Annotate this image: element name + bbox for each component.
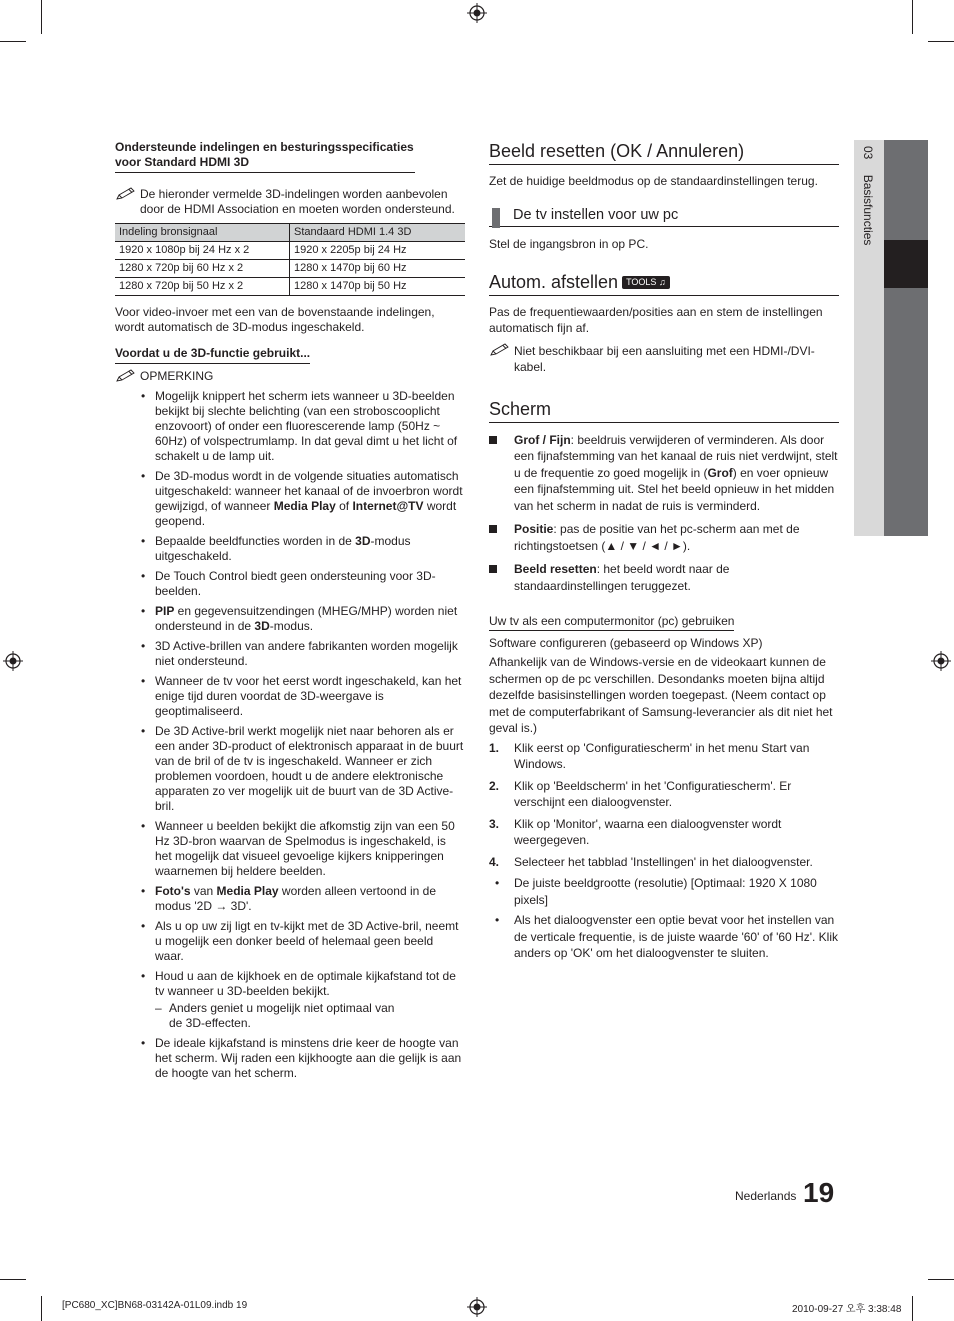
note-pencil-icon xyxy=(115,187,137,201)
monitor-text: Afhankelijk van de Windows-versie en de videokaart kunnen de schermen op de pc verschillen. Desondanks moeten bijna altijd dezelfde basisinstellingen worden toegepast. (Neem contact op met de computerfabrikant of Samsung-leverancier als dit niet het geval is.) xyxy=(489,655,833,735)
table-header-cell: Standaard HDMI 1.4 3D xyxy=(290,224,466,242)
list-item xyxy=(489,432,839,515)
table-header-row xyxy=(115,224,465,242)
step-number: 1. xyxy=(489,740,500,755)
tools-badge xyxy=(622,276,670,289)
note-pencil-icon xyxy=(115,369,137,383)
table-cell: 1920 x 2205p bij 24 Hz xyxy=(290,242,466,260)
list-item-text: -modus. xyxy=(269,619,314,633)
list-item: • Wanneer u beelden bekijkt die afkomstig zijn van een 50 Hz 3D-bron waarvan de Spelmodus is ingeschakeld, is het mogelijk dat visueel gevoelige kijkers knipperingen waarnemen bij heldere beelden. xyxy=(155,819,465,879)
list-item-bold: 3D xyxy=(254,619,270,633)
list-item-text: of xyxy=(335,499,353,513)
settings-list xyxy=(489,875,839,962)
monitor-heading: Uw tv als een computermonitor (pc) gebruiken xyxy=(489,613,734,631)
list-item-bold: Grof / Fijn xyxy=(514,432,571,447)
registration-mark-icon xyxy=(467,3,487,23)
table-row xyxy=(115,260,465,278)
list-item-bold: Grof xyxy=(707,465,733,480)
chapter-tab-block xyxy=(884,140,928,240)
spec-table xyxy=(115,223,465,296)
auto-note-text: Niet beschikbaar bij een aansluiting met een HDMI-/DVI-kabel. xyxy=(514,343,815,374)
page-number: 19 xyxy=(803,1177,835,1208)
list-item: • De ideale kijkafstand is minstens drie keer de hoogte van het scherm. Wij raden een kijkhoogte aan die gelijk is aan de hoogte van het scherm. xyxy=(155,1036,465,1081)
list-item-bold: PIP xyxy=(155,604,175,618)
tools-icon: ♫ xyxy=(658,277,666,288)
chapter-title: Basisfuncties xyxy=(861,174,875,246)
list-item-bold: Internet@TV xyxy=(352,499,424,513)
list-item-text: : pas de positie van het pc-scherm aan met de richtingstoetsen (▲ / ▼ / ◄ / ►). xyxy=(514,522,800,553)
crop-mark xyxy=(0,1279,26,1280)
list-item-text: ) en voer opnieuw een fijnafstemming uit. Stel het beeld opnieuw in het midden van het scherm in nadat de ruis is verminderd. xyxy=(514,465,835,513)
list-item xyxy=(155,969,465,1031)
list-item-text: wordt geopend. xyxy=(155,499,457,528)
list-item xyxy=(155,534,465,564)
note-list xyxy=(115,389,465,1081)
section-title-auto xyxy=(489,271,839,296)
crop-mark xyxy=(0,41,26,42)
list-item-text: Houd u aan de kijkhoek en de optimale kijkafstand tot de tv wanneer u 3D-beelden bekijkt. xyxy=(155,969,456,998)
list-item xyxy=(489,854,839,871)
auto-text: Pas de frequentiewaarden/posities aan en stem de instellingen automatisch fijn af. xyxy=(489,304,823,335)
footer-language: Nederlands xyxy=(735,1189,797,1203)
before-use-heading: Voordat u de 3D-functie gebruikt... xyxy=(115,346,310,364)
registration-mark-icon xyxy=(3,651,23,671)
list-item xyxy=(155,469,465,529)
step-number: 2. xyxy=(489,778,500,793)
section-title-pc xyxy=(489,207,839,228)
list-item xyxy=(155,884,465,914)
sub-list-item: – Anders geniet u mogelijk niet optimaal van de 3D-effecten. xyxy=(155,1001,465,1031)
monitor-subheading: Software configureren (gebaseerd op Windows XP) xyxy=(489,635,763,650)
list-item-text: Bepaalde beeldfuncties worden in de xyxy=(155,534,356,548)
crop-mark xyxy=(928,41,954,42)
table-cell: 1280 x 1470p bij 60 Hz xyxy=(290,260,466,278)
spec-note-text: De hieronder vermelde 3D-indelingen worden aanbevolen door de HDMI Association en moeten worden ondersteund. xyxy=(140,187,455,216)
list-item-text: : het beeld wordt naar de standaardinstellingen teruggezet. xyxy=(514,562,730,593)
registration-mark-icon xyxy=(931,651,951,671)
crop-mark xyxy=(912,1296,913,1321)
table-cell: 1920 x 1080p bij 24 Hz x 2 xyxy=(115,242,290,260)
reset-text: Zet de huidige beeldmodus op de standaardinstellingen terug. xyxy=(489,174,818,188)
tools-label: TOOLS xyxy=(626,277,657,288)
auto-note xyxy=(489,343,839,376)
list-item-text: -modus uitgeschakeld. xyxy=(155,534,411,563)
list-item: • Wanneer de tv voor het eerst wordt ingeschakeld, kan het enige tijd duren voordat de 3D-weergave is geoptimaliseerd. xyxy=(155,674,465,719)
crop-mark xyxy=(912,0,913,34)
step-text: Selecteer het tabblad 'Instellingen' in het dialoogvenster. xyxy=(514,854,813,869)
list-item xyxy=(155,604,465,634)
list-item xyxy=(489,521,839,554)
chapter-tab-active-block xyxy=(884,240,928,288)
section-title-auto-text: Autom. afstellen xyxy=(489,271,619,292)
list-item-bold: 3D xyxy=(355,534,371,548)
step-number: 3. xyxy=(489,816,500,831)
section-marker xyxy=(492,208,500,228)
list-item: • Als het dialoogvenster een optie bevat voor het instellen van de verticale frequentie, is de juiste waarde '60' of '60 Hz'. Klik anders op 'OK' om het dialoogvenster te sluiten. xyxy=(489,912,839,962)
print-slug-date: 2010-09-27 오후 3:38:48 xyxy=(792,1304,902,1315)
crop-mark xyxy=(41,1296,42,1321)
chapter-tab-label xyxy=(861,146,875,245)
note-label xyxy=(115,369,465,384)
section-title-scherm: Scherm xyxy=(489,398,839,423)
scherm-list xyxy=(489,432,839,595)
table-header-cell: Indeling bronsignaal xyxy=(115,224,290,242)
table-row xyxy=(115,278,465,296)
crop-mark xyxy=(928,1279,954,1280)
list-item-bold: Beeld resetten xyxy=(514,562,597,576)
list-item-text: De 3D-modus wordt in de volgende situaties automatisch uitgeschakeld: wanneer het kanaal of de invoerbron wordt gewijzigd, of wanneer xyxy=(155,469,463,513)
list-item-bold: Media Play xyxy=(273,499,336,513)
list-item-text: : beeldruis verwijderen of verminderen. Als door een fijnafstemming van het kanaal de ruis niet verdwijnt, stelt u de frequentie zo goed mogelijk in ( xyxy=(514,432,838,480)
list-item-text: en gegevensuitzendingen (MHEG/MHP) worden niet ondersteund in de xyxy=(155,604,458,633)
section-title-reset: Beeld resetten (OK / Annuleren) xyxy=(489,140,839,165)
pc-text: Stel de ingangsbron in op PC. xyxy=(489,237,649,251)
note-label-text: OPMERKING xyxy=(140,369,214,383)
registration-mark-icon xyxy=(467,1297,487,1317)
list-item: • 3D Active-brillen van andere fabrikanten worden mogelijk niet ondersteund. xyxy=(155,639,465,669)
table-cell: 1280 x 1470p bij 50 Hz xyxy=(290,278,466,296)
list-item-text: worden alleen vertoond in de modus '2D → 3D'. xyxy=(155,884,437,913)
section-title-pc-text: De tv instellen voor uw pc xyxy=(513,206,679,223)
step-number: 4. xyxy=(489,854,500,869)
list-item-text: van xyxy=(190,884,217,898)
list-item: • De Touch Control biedt geen ondersteuning voor 3D-beelden. xyxy=(155,569,465,599)
list-item: • De juiste beeldgrootte (resolutie) [Optimaal: 1920 X 1080 pixels] xyxy=(489,875,839,908)
step-text: Klik op 'Monitor', waarna een dialoogvenster wordt weergegeven. xyxy=(514,816,782,847)
list-item-bold: Media Play xyxy=(216,884,279,898)
table-row xyxy=(115,242,465,260)
list-item: • Als u op uw zij ligt en tv-kijkt met de 3D Active-bril, neemt u mogelijk een donker beeld of helemaal geen beeld waar. xyxy=(155,919,465,964)
step-text: Klik op 'Beeldscherm' in het 'Configuratiescherm'. Er verschijnt een dialoogvenster. xyxy=(514,778,792,809)
spec-note xyxy=(115,187,465,217)
table-cell: 1280 x 720p bij 60 Hz x 2 xyxy=(115,260,290,278)
list-item xyxy=(489,778,839,811)
list-item-bold: Positie xyxy=(514,522,554,536)
list-item: • Mogelijk knippert het scherm iets wanneer u 3D-beelden bekijkt bij slechte belichting (van een stroboscooplicht enzovoort) of onder een fluorescerende lamp (50Hz ~ 60Hz) of volspectrumlamp. In dat geval dimt u het licht of schakelt u de lamp uit. xyxy=(155,389,465,464)
list-item: • De 3D Active-bril werkt mogelijk niet naar behoren als er een ander 3D-product of elektronisch apparaat in de buurt van de bril of de tv is ingeschakeld. Wanneer er zich problemen voordoen, houdt u de andere elektronische apparaten zo ver mogelijk uit de buurt van de 3D Active-bril. xyxy=(155,724,465,814)
steps-list xyxy=(489,740,839,871)
right-column xyxy=(489,140,839,966)
step-text: Klik eerst op 'Configuratiescherm' in het menu Start van Windows. xyxy=(514,740,810,771)
after-table-text: Voor video-invoer met een van de bovenstaande indelingen, wordt automatisch de 3D-modus ingeschakeld. xyxy=(115,305,435,334)
list-item xyxy=(489,561,839,594)
left-column xyxy=(115,140,465,1086)
spec-heading: Ondersteunde indelingen en besturingsspecificaties voor Standard HDMI 3D xyxy=(115,140,415,173)
chapter-tab-block xyxy=(884,288,928,536)
print-slug-file: [PC680_XC]BN68-03142A-01L09.indb 19 xyxy=(62,1300,248,1311)
table-cell: 1280 x 720p bij 50 Hz x 2 xyxy=(115,278,290,296)
chapter-number: 03 xyxy=(861,146,875,160)
crop-mark xyxy=(41,0,42,34)
list-item xyxy=(489,816,839,849)
note-pencil-icon xyxy=(489,343,511,357)
list-item xyxy=(489,740,839,773)
list-item-bold: Foto's xyxy=(155,884,191,898)
